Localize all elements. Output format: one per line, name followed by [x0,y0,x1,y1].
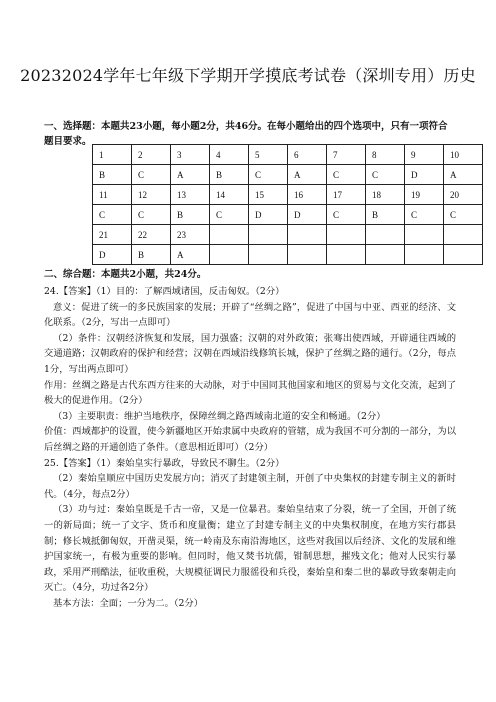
table-cell: 6 [288,145,327,165]
table-cell: C [366,165,405,185]
table-cell: C [249,165,288,185]
answer-explanations [44,284,456,611]
table-cell [327,245,366,265]
table-cell [288,245,327,265]
table-cell: C [327,205,366,225]
table-cell: A [171,245,210,265]
table-cell [366,245,405,265]
table-cell: 14 [210,185,249,205]
table-cell: A [288,165,327,185]
section-heading-comprehensive: 二、综合题：本题共2小题，共24分。 [44,269,207,280]
table-cell [366,225,405,245]
table-row [93,185,483,205]
table-row [93,205,483,225]
table-cell: B [366,205,405,225]
table-cell: C [210,205,249,225]
paragraph-q24-value: 价值：西域都护的设置，使今新疆地区开始隶属中央政府的管辖，成为我国不可分割的一部分，为以后丝绸之路的开通创造了条件。（意思相近即可）（2分） [44,426,456,453]
paragraph-q25-part3: （3）功与过：秦始皇既是千古一帝，又是一位暴君。秦始皇结束了分裂，统一了全国，开创了统一的新局面；统一了文字、货币和度量衡；建立了封建专制主义的中央集权制度，在地方实行郡县制；修长城抵御匈奴，开凿灵渠，统一岭南及东南沿海地区，这些对我国以后经济、文化的发展和维护国家统一，有极为重要的影响。但同时，他又焚书坑儒，钳制思想，摧残文化；他对人民实行暴政，采用严刑酷法，征收重税，大规模征调民力服徭役和兵役，秦始皇和秦二世的暴政导致秦朝走向灭亡。（4分，功过各2分） [44,504,456,594]
table-cell: C [327,165,366,185]
paragraph-q24-duties: （3）主要职责：维护当地秩序，保障丝绸之路西域南北道的安全和畅通。（2分） [53,410,386,422]
table-cell: B [93,165,132,185]
table-row [93,245,483,265]
table-cell [210,225,249,245]
table-cell: D [288,205,327,225]
table-cell: 4 [210,145,249,165]
table-cell: 1 [93,145,132,165]
table-cell [210,245,249,265]
table-cell [405,225,444,245]
paragraph-q25-method: 基本方法：全面；一分为二。（2分） [53,597,204,609]
paragraph-q24-answer: 24.【答案】（1）目的：了解西域诸国，反击匈奴。（2分） [44,286,285,297]
table-cell: C [444,205,483,225]
table-cell: 8 [366,145,405,165]
table-cell: C [132,205,171,225]
paragraph-q24-conditions: （2）条件：汉朝经济恢复和发展，国力强盛；汉朝的对外政策；张骞出使西域，开辟通往西域的交通道路；汉朝政府的保护和经营；汉朝在西域沿线修筑长城，保护了丝绸之路的通行。（2分，每点1分，写出两点即可） [44,332,456,375]
paragraph-q24-significance: 意义：促进了统一的多民族国家的发展；开辟了“丝绸之路”，促进了中国与中亚、西亚的经济、文化联系。（2分，写出一点即可） [44,301,456,329]
table-cell: B [171,205,210,225]
answer-table [92,144,483,265]
table-cell: 23 [171,225,210,245]
table-row [93,165,483,185]
table-cell: D [93,245,132,265]
table-cell: B [210,165,249,185]
table-cell: C [132,165,171,185]
table-cell: 11 [93,185,132,205]
table-cell: 12 [132,185,171,205]
table-cell: A [171,165,210,185]
table-cell: 19 [405,185,444,205]
paragraph-q25-part2: （2）秦始皇顺应中国历史发展方向；消灭了封建领主制，开创了中央集权的封建专制主义的新时代。（4分，每点2分） [44,473,456,500]
table-cell: D [249,205,288,225]
table-cell: 10 [444,145,483,165]
table-cell: 16 [288,185,327,205]
table-cell: 20 [444,185,483,205]
table-cell: 3 [171,145,210,165]
table-cell: B [132,245,171,265]
table-cell [405,245,444,265]
table-cell: 17 [327,185,366,205]
table-cell: A [444,165,483,185]
table-cell: 9 [405,145,444,165]
section-heading-choice: 一、选择题：本题共23小题，每小题2分，共46分。在每小题给出的四个选项中，只有一项符合题目要求。 [44,121,448,147]
table-cell: 22 [132,225,171,245]
table-cell [327,225,366,245]
table-cell [249,225,288,245]
table-cell: 18 [366,185,405,205]
table-row [93,225,483,245]
table-cell: 5 [249,145,288,165]
table-cell: 7 [327,145,366,165]
paragraph-q24-role: 作用：丝绸之路是古代东西方往来的大动脉，对于中国同其他国家和地区的贸易与文化交流，起到了极大的促进作用。（2分） [44,379,456,407]
table-cell [249,245,288,265]
table-row [93,145,483,165]
paragraph-q25-answer: 25.【答案】（1）秦始皇实行暴政，导致民不聊生。（2分） [44,457,285,469]
table-cell: C [93,205,132,225]
table-cell [288,225,327,245]
table-cell: 2 [132,145,171,165]
table-cell: 21 [93,225,132,245]
table-cell: 15 [249,185,288,205]
table-cell: D [405,165,444,185]
table-cell: 13 [171,185,210,205]
table-cell [444,245,483,265]
page-title: 20232024学年七年级下学期开学摸底考试卷（深圳专用）历史 [20,66,476,85]
table-cell [444,225,483,245]
table-cell: C [405,205,444,225]
